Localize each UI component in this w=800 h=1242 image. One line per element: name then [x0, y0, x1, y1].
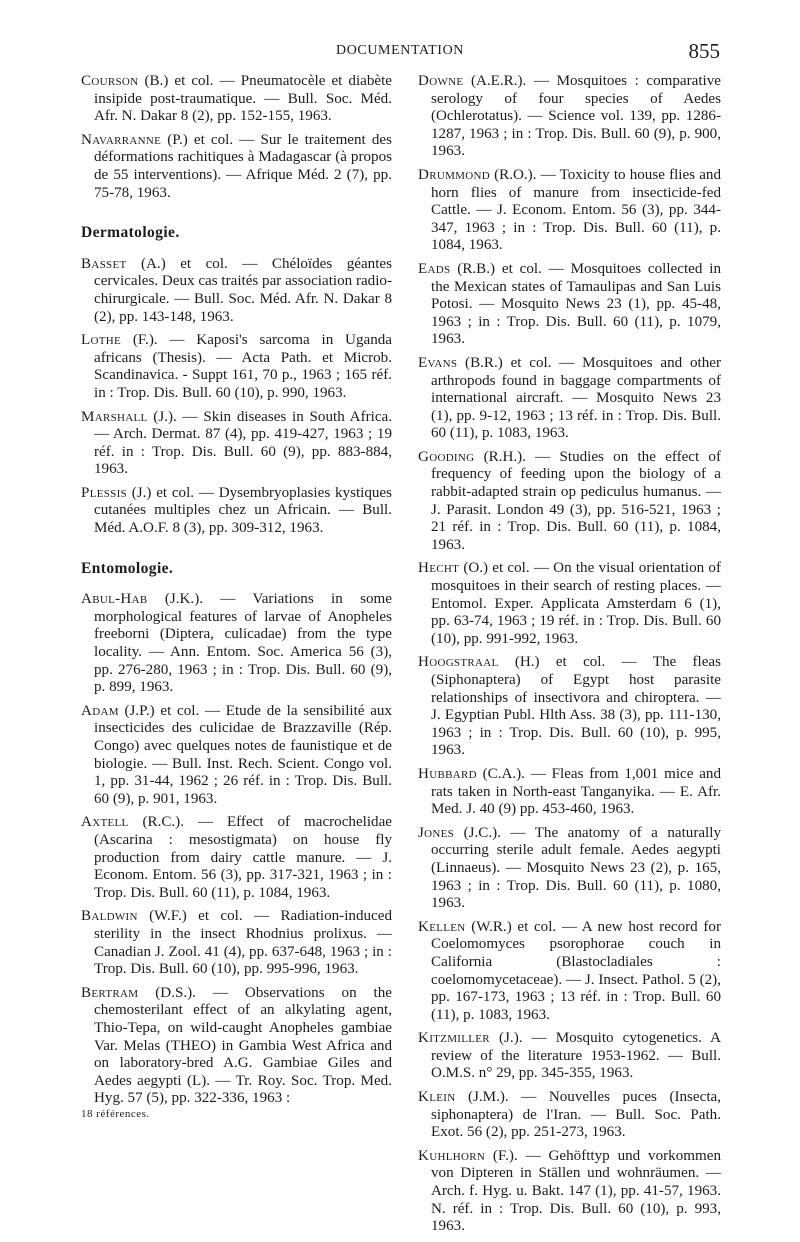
bibliography-entry: [81, 256, 392, 326]
section-heading: Entomologie.: [81, 559, 174, 577]
entry-author: Kitzmiller: [418, 1030, 490, 1047]
entry-citation: (C.A.). — Fleas from 1,001 mice and rats taken in North-east Tanganyika. — E. Afr. Med. J. 40 (9) pp. 453-460, 1963.: [431, 765, 721, 818]
bibliography-entry: [81, 814, 392, 902]
entry-author: Drummond: [418, 166, 490, 183]
entry-citation: (F.). — Kaposi's sarcoma in Uganda africans (Thesis). — Acta Path. et Microb. Scandinavica. - Suppt 161, 70 p., 1963 ; 165 réf. in : Trop. Dis. Bull. 60 (10), p. 990, 1963.: [94, 332, 392, 401]
entry-author: Hubbard: [418, 765, 477, 782]
entry-citation: (J.P.) et col. — Etude de la sensibilité aux insecticides des culicidae de Brazzaville (Rép. Congo) avec quelques notes de faunistique et de biologie. — Bull. Inst. Rech. Scient. Congo vol. 1, pp. 31-44, 1962 ; 26 réf. in : Trop. Dis. Bull. 60 (9), p. 901, 1963.: [94, 702, 392, 807]
entry-citation: (R.H.). — Studies on the effect of frequency of feeding upon the biology of a rabbit-adapted strain op pediculus humanus. — J. Parasit. London 49 (3), pp. 516-521, 1963 ; 21 réf. in : Trop. Dis. Bull. 60 (11), p. 1084, 1963.: [431, 448, 721, 553]
entry-citation: (A.E.R.). — Mosquitoes : comparative serology of four species of Aedes (Ochlerotatus). — Science vol. 139, pp. 1286-1287, 1963 ; in : Trop. Dis. Bull. 60 (9), p. 900, 1963.: [431, 73, 721, 160]
bibliography-entry: [418, 1089, 721, 1142]
entry-author: Lothe: [81, 332, 122, 349]
entry-author: Kellen: [418, 918, 466, 935]
entry-author: Courson: [81, 73, 139, 89]
entry-author: Baldwin: [81, 908, 138, 925]
bibliography-entry: [81, 73, 392, 126]
entry-author: Downe: [418, 73, 464, 89]
entry-citation: (B.R.) et col. — Mosquitoes and other arthropods found in baggage compartments of international aircraft. — Mosquito News 23 (1), pp. 9-12, 1963 ; 13 réf. in : Trop. Dis. Bull. 60 (11), p. 1083, 1963.: [431, 354, 721, 442]
footnote: 18 références.: [81, 1107, 150, 1120]
entry-author: Kuhlhorn: [418, 1147, 486, 1164]
bibliography-entry: [418, 355, 721, 443]
entry-citation: (W.F.) et col. — Radiation-induced sterility in the insect Rhodnius prolixus. — Canadian J. Zool. 41 (4), pp. 637-648, 1963 ; in : Trop. Dis. Bull. 60 (10), pp. 995-996, 1963.: [94, 908, 392, 978]
bibliography-entry: [418, 167, 721, 255]
entry-citation: (A.) et col. — Chéloïdes géantes cervicales. Deux cas traités par association radio-chirurgicale. — Bull. Soc. Méd. Afr. N. Dakar 8 (2), pp. 143-148, 1963.: [94, 255, 392, 325]
entry-author: Abul-Hab: [81, 591, 148, 608]
bibliography-entry: [81, 985, 392, 1108]
bibliography-entry: [418, 1030, 721, 1083]
bibliography-entry: [418, 825, 721, 913]
left-column: [81, 73, 392, 1120]
running-head: DOCUMENTATION: [335, 43, 464, 58]
bibliography-entry: [418, 1148, 721, 1236]
page-number: 855: [688, 39, 720, 63]
right-column: [418, 73, 721, 1242]
bibliography-entry: [418, 449, 721, 555]
entry-citation: (J.). — Mosquito cytogenetics. A review of the literature 1953-1962. — Bull. O.M.S. n° 29, pp. 345-355, 1963.: [431, 1030, 721, 1082]
entry-citation: (J.). — Skin diseases in South Africa. — Arch. Dermat. 87 (4), pp. 419-427, 1963 ; 19 réf. in : Trop. Dis. Bull. 60 (9), pp. 883-884, 1963.: [94, 408, 392, 478]
bibliography-entry: [81, 591, 392, 697]
bibliography-entry: [81, 703, 392, 809]
entry-author: Gooding: [418, 448, 475, 465]
entry-author: Evans: [418, 354, 458, 371]
entry-author: Jones: [418, 824, 455, 841]
bibliography-entry: [81, 409, 392, 479]
entry-citation: (W.R.) et col. — A new host record for Coelomomyces psorophorae couch in California (Blastocladiales : coelomomycetaceae). — J. Insect. Pathol. 5 (2), pp. 167-173, 1963 ; 13 réf. in : Trop. Bull. 60 (11), p. 1083, 1963.: [431, 918, 721, 1023]
section-heading: Dermatologie.: [81, 224, 180, 242]
entry-author: Bertram: [81, 984, 139, 1001]
entry-citation: (J.M.). — Nouvelles puces (Insecta, siphonaptera) de l'Iran. — Bull. Soc. Path. Exot. 56 (2), pp. 251-273, 1963.: [431, 1089, 721, 1141]
entry-author: Axtell: [81, 814, 129, 831]
entry-author: Plessis: [81, 484, 127, 501]
page-header: [80, 39, 720, 65]
entry-citation: (H.) et col. — The fleas (Siphonaptera) of Egypt host parasite relationships of insectivora and chiroptera. — J. Egyptian Publ. Hlth Ass. 38 (3), pp. 111-130, 1963 ; in : Trop. Dis. Bull. 60 (10), p. 995, 1963.: [431, 654, 721, 759]
entry-author: Marshall: [81, 408, 148, 425]
bibliography-entry: [81, 132, 392, 202]
entry-author: Navarranne: [81, 131, 162, 148]
entry-author: Basset: [81, 255, 127, 272]
entry-citation: (R.C.). — Effect of macrochelidae (Ascarina : mesostigmata) on house fly production from dairy cattle manure. — J. Econom. Entom. 56 (3), pp. 317-321, 1963 ; in : Trop. Dis. Bull. 60 (11), p. 1084, 1963.: [94, 814, 392, 901]
entry-citation: (F.). — Gehöfttyp und vorkommen von Dipteren in Ställen und wohnräumen. — Arch. f. Hyg. u. Bakt. 147 (1), pp. 41-57, 1963. N. réf. in : Trop. Dis. Bull. 60 (10), p. 993, 1963.: [431, 1147, 721, 1235]
bibliography-entry: [418, 73, 721, 161]
entry-citation: (J.C.). — The anatomy of a naturally occurring sterile adult female. Aedes aegypti (Linnaeus). — Mosquito News 23 (2), p. 165, 1963 ; in : Trop. Dis. Bull. 60 (11), p. 1080, 1963.: [431, 824, 721, 912]
entry-author: Eads: [418, 260, 451, 277]
entry-author: Klein: [418, 1089, 456, 1106]
entry-citation: (J.K.). — Variations in some morphological features of larvae of Anopheles freeborni (Diptera, culicadae) from the type locality. — Ann. Entom. Soc. America 56 (3), pp. 276-280, 1963 ; in : Trop. Dis. Bull. 60 (9), p. 899, 1963.: [94, 591, 392, 696]
entry-author: Hoogstraal: [418, 654, 499, 671]
entry-citation: (R.O.). — Toxicity to house flies and horn flies of manure from insecticide-fed Cattle. — J. Econom. Entom. 56 (3), pp. 344-347, 1963 ; in : Trop. Dis. Bull. 60 (11), p. 1084, 1963.: [431, 166, 721, 254]
bibliography-entry: [418, 560, 721, 648]
bibliography-entry: [418, 766, 721, 819]
bibliography-entry: [81, 908, 392, 978]
entry-author: Adam: [81, 702, 119, 719]
entry-citation: (B.) et col. — Pneumatocèle et diabète insipide post-traumatique. — Bull. Soc. Méd. Afr. N. Dakar 8 (2), pp. 152-155, 1963.: [94, 73, 392, 125]
entry-citation: (D.S.). — Observations on the chemosterilant effect of an alkylating agent, Thio-Tepa, on wild-caught Anopheles gambiae Var. Melas (THEO) in Gambia West Africa and on laboratory-bred A.G. Gambiae Giles and Aedes aegypti (L). — Tr. Roy. Soc. Trop. Med. Hyg. 57 (5), pp. 322-336, 1963 :: [94, 984, 392, 1107]
entry-author: Hecht: [418, 560, 460, 577]
entry-citation: (P.) et col. — Sur le traitement des déformations rachitiques à Madagascar (à propos de 55 interventions). — Afrique Méd. 2 (7), pp. 75-78, 1963.: [94, 131, 392, 201]
bibliography-entry: [81, 332, 392, 402]
bibliography-entry: [81, 485, 392, 538]
entry-citation: (J.) et col. — Dysembryoplasies kystiques cutanées multiples chez un Africain. — Bull. Méd. A.O.F. 8 (3), pp. 309-312, 1963.: [94, 484, 392, 537]
bibliography-entry: [418, 654, 721, 760]
bibliography-entry: [418, 919, 721, 1025]
entry-citation: (R.B.) et col. — Mosquitoes collected in the Mexican states of Tamaulipas and San Luis Potosi. — Mosquito News 23 (1), pp. 45-48, 1963 ; in : Trop. Dis. Bull. 60 (11), p. 1079, 1963.: [431, 260, 721, 348]
entry-citation: (O.) et col. — On the visual orientation of mosquitoes in their search of resting places. — Entomol. Exper. Applicata Amsterdam 6 (1), pp. 63-74, 1963 ; 19 réf. in : Trop. Dis. Bull. 60 (10), pp. 991-992, 1963.: [431, 560, 721, 647]
bibliography-entry: [418, 261, 721, 349]
